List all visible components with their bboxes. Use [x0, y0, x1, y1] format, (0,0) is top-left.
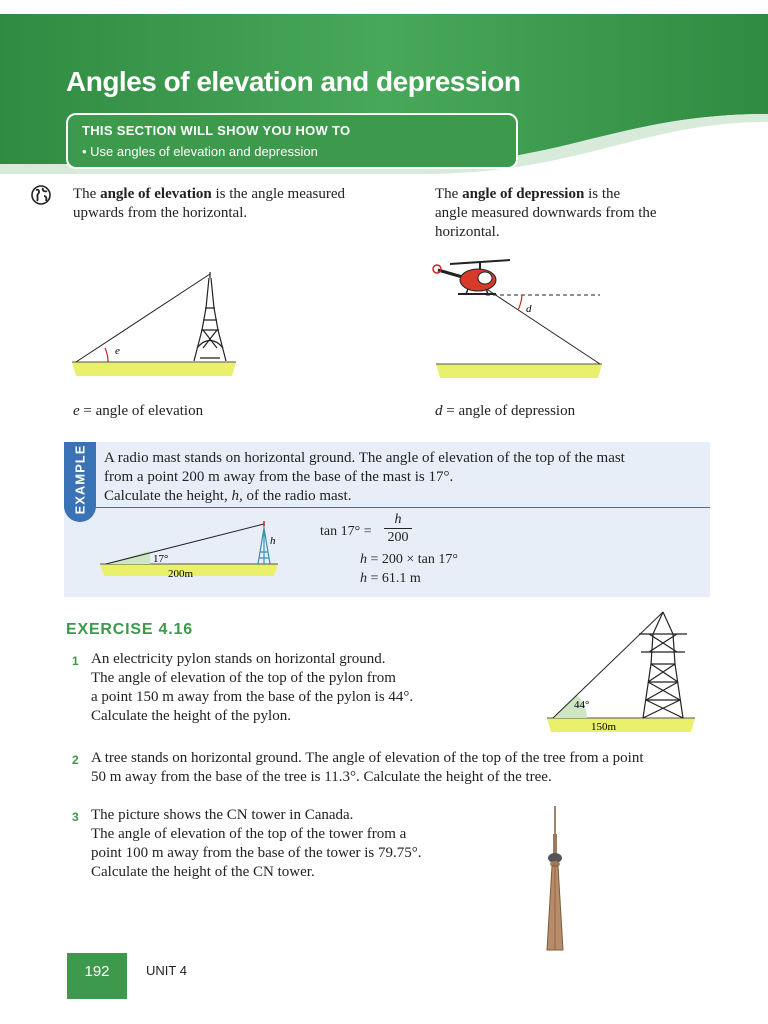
example-diagram	[98, 518, 288, 582]
depression-diagram	[430, 252, 610, 380]
example-base-label: 200m	[168, 568, 194, 580]
question-2-number: 2	[72, 753, 79, 767]
pylon-diagram	[545, 604, 700, 734]
example-height-label: h	[270, 535, 276, 547]
example-tab	[64, 442, 96, 522]
unit-label: UNIT 4	[146, 963, 187, 978]
elevation-angle-label: e	[115, 345, 120, 357]
question-2-text: A tree stands on horizontal ground. The angle of elevation of the top of the tree from a point 50 m away from the base of the tree is 11.3°. Calculate the height of the tree.	[91, 750, 644, 785]
depression-caption: d = angle of depression	[435, 403, 576, 419]
example-divider	[64, 507, 710, 508]
elevation-definition: The angle of elevation is the angle measured upwards from the horizontal.	[73, 186, 346, 221]
example-tab-label: EXAMPLE	[72, 444, 88, 515]
section-objectives-box	[66, 113, 518, 169]
pylon-base-label: 150m	[591, 721, 617, 733]
elevation-diagram	[70, 268, 245, 378]
depression-angle-label: d	[526, 303, 532, 315]
working-line-1: tan 17° =	[320, 524, 372, 539]
exercise-heading: EXERCISE 4.16	[66, 621, 193, 638]
working-fraction: h 200	[384, 512, 412, 547]
question-3-text: The picture shows the CN tower in Canada. The angle of elevation of the top of the tower from a point 100 m away from the base of the tower is 79.75°. Calculate the height of the CN tower.	[91, 807, 422, 880]
page-number-box	[67, 953, 127, 999]
example-angle-label: 17°	[153, 553, 169, 565]
example-question: A radio mast stands on horizontal ground. The angle of elevation of the top of the mast from a point 200 m away from the base of the mast is 17°. Calculate the height, h, of the radio mast.	[104, 450, 625, 504]
question-1-number: 1	[72, 654, 79, 668]
page-title: Angles of elevation and depression	[66, 66, 521, 97]
working-line-3: h = 61.1 m	[360, 571, 421, 586]
cn-tower-image	[535, 806, 575, 951]
question-1-text: An electricity pylon stands on horizontal ground. The angle of elevation of the top of the pylon from a point 150 m away from the base of the pylon is 44°. Calculate the height of the pylon.	[91, 651, 414, 724]
eiffel-tower-icon	[194, 272, 226, 361]
question-3-number: 3	[72, 810, 79, 824]
working-line-2: h = 200 × tan 17°	[360, 552, 458, 567]
elevation-caption: e = angle of elevation	[73, 403, 204, 419]
page-number: 192	[84, 963, 110, 980]
globe-icon	[30, 184, 52, 206]
depression-definition: The angle of depression is the angle measured downwards from the horizontal.	[435, 186, 657, 240]
helicopter-icon	[433, 260, 510, 294]
section-heading: THIS SECTION WILL SHOW YOU HOW TO	[82, 123, 351, 138]
section-bullet: • Use angles of elevation and depression	[82, 144, 318, 159]
pylon-angle-label: 44°	[574, 699, 590, 711]
radio-mast-icon	[258, 524, 270, 564]
